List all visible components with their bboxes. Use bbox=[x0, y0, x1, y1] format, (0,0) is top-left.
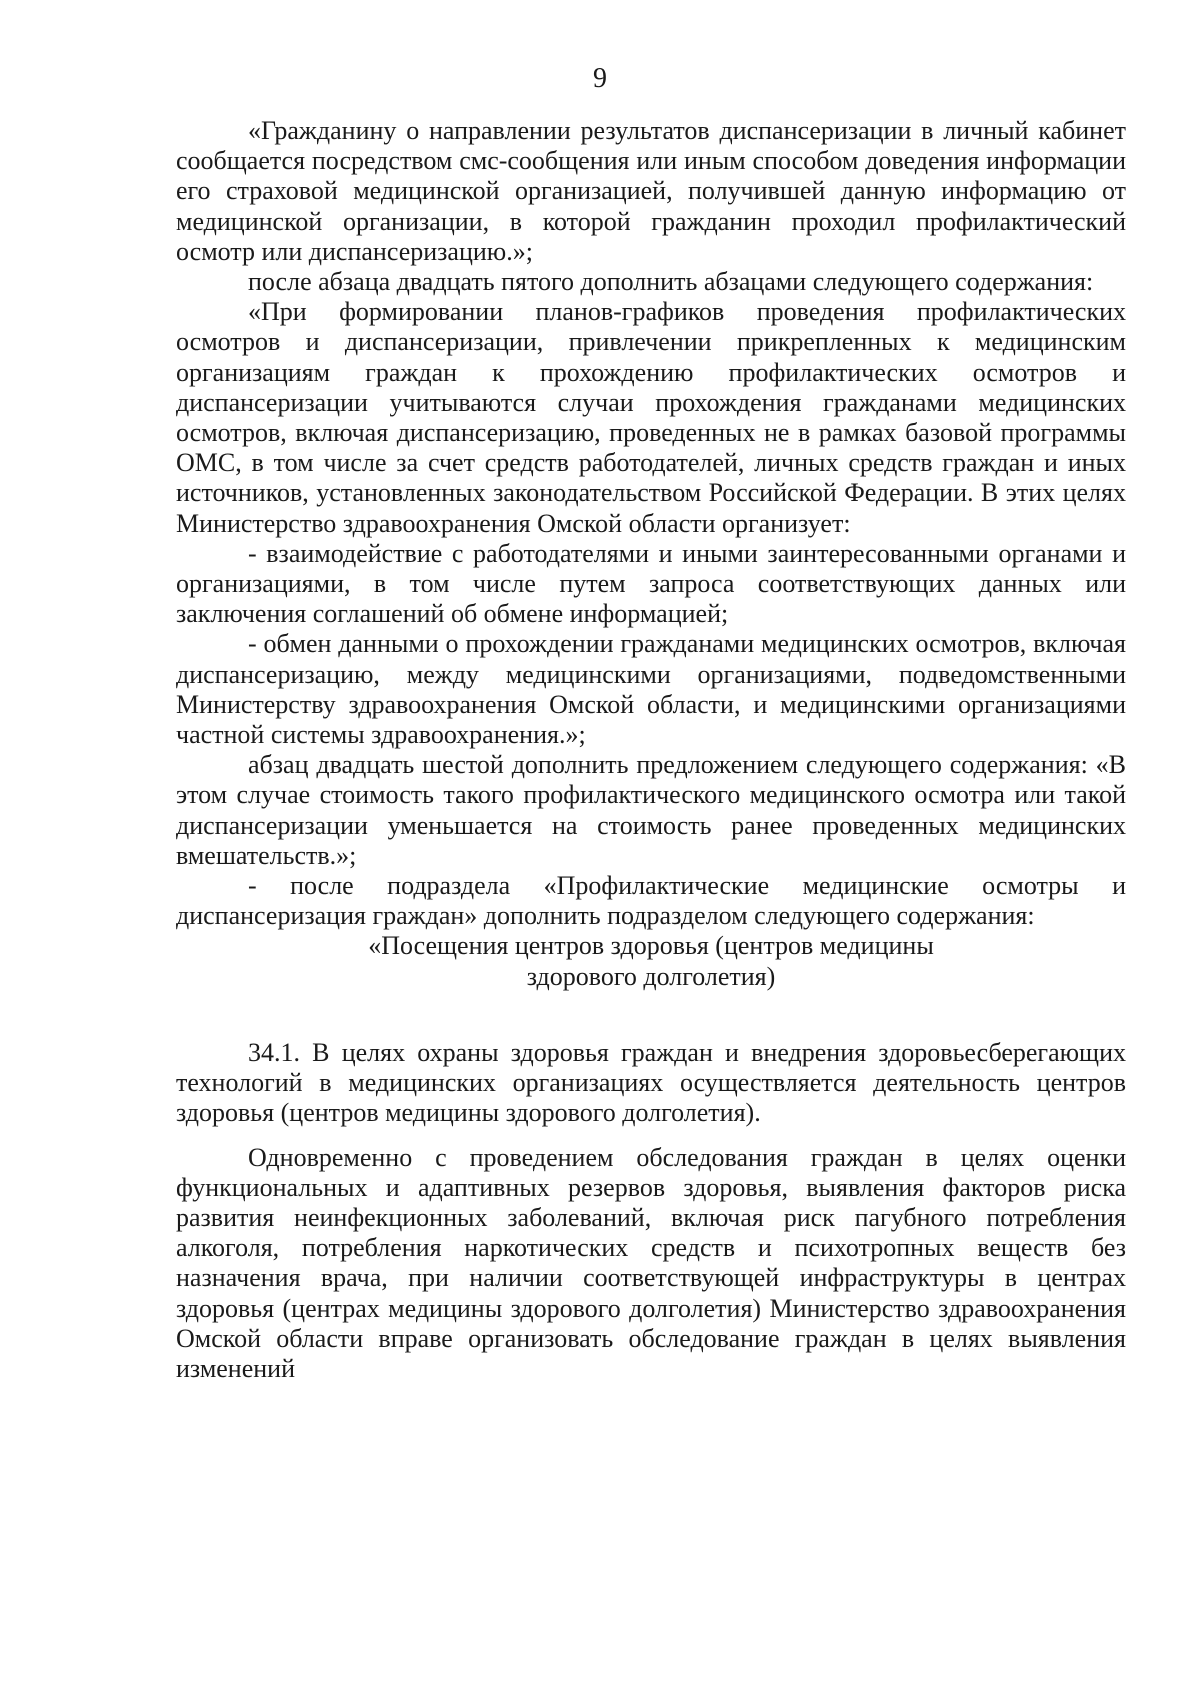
list-item-data-exchange: - обмен данными о прохождении гражданами медицинских осмотров, включая диспансеризацию, между медицинскими организациями, подведомственными Министерству здравоохранения Омской области, и медицинскими организациями частной системы здравоохранения.»; bbox=[176, 629, 1126, 750]
subsection-heading-line-2: здорового долголетия) bbox=[526, 961, 776, 991]
paragraph-new-subsection: - после подраздела «Профилактические медицинские осмотры и диспансеризация граждан» дополнить подразделом следующего содержания: bbox=[176, 871, 1126, 931]
spacer bbox=[176, 1129, 1126, 1143]
paragraph-planning-schedules: «При формировании планов-графиков проведения профилактических осмотров и диспансеризации, привлечении прикрепленных к медицинским организациям граждан к прохождению профилактических осмотров и диспансеризации учитываются случаи прохождения гражданами медицинских осмотров, включая диспансеризацию, проведенных не в рамках базовой программы ОМС, в том числе за счет средств работодателей, личных средств граждан и иных источников, установленных законодательством Российской Федерации. В этих целях Министерство здравоохранения Омской области организует: bbox=[176, 297, 1126, 538]
subsection-heading-line-1: «Посещения центров здоровья (центров медицины bbox=[368, 931, 934, 961]
page-number: 9 bbox=[593, 63, 607, 94]
spacer bbox=[176, 992, 1126, 1038]
paragraph-citizen-notification: «Гражданину о направлении результатов диспансеризации в личный кабинет сообщается посредством смс-сообщения или иным способом доведения информации его страховой медицинской организацией, получившей данную информацию от медицинской организации, в которой гражданин проходил профилактический осмотр или диспансеризацию.»; bbox=[176, 116, 1126, 266]
paragraph-simultaneous-exam: Одновременно с проведением обследования граждан в целях оценки функциональных и адаптивных резервов здоровья, выявления факторов риска развития неинфекционных заболеваний, включая риск пагубного потребления алкоголя, потребления наркотических средств и психотропных веществ без назначения врача, при наличии соответствующей инфраструктуры в центрах здоровья (центрах медицины здорового долголетия) Министерство здравоохранения Омской области вправе организовать обследование граждан в целях выявления изменений bbox=[176, 1142, 1126, 1383]
paragraph-34-1: 34.1. В целях охраны здоровья граждан и внедрения здоровьесберегающих технологий в медицинских организациях осуществляется деятельность центров здоровья (центров медицины здорового долголетия). bbox=[176, 1037, 1126, 1128]
list-item-interaction: - взаимодействие с работодателями и иными заинтересованными органами и организациями, в том числе путем запроса соответствующих данных или заключения соглашений об обмене информацией; bbox=[176, 538, 1126, 629]
document-body bbox=[176, 116, 1126, 1384]
paragraph-abzac-26: абзац двадцать шестой дополнить предложением следующего содержания: «В этом случае стоимость такого профилактического медицинского осмотра или такой диспансеризации уменьшается на стоимость ранее проведенных медицинских вмешательств.»; bbox=[176, 750, 1126, 870]
paragraph-after-abzac-25: после абзаца двадцать пятого дополнить абзацами следующего содержания: bbox=[248, 267, 1094, 297]
